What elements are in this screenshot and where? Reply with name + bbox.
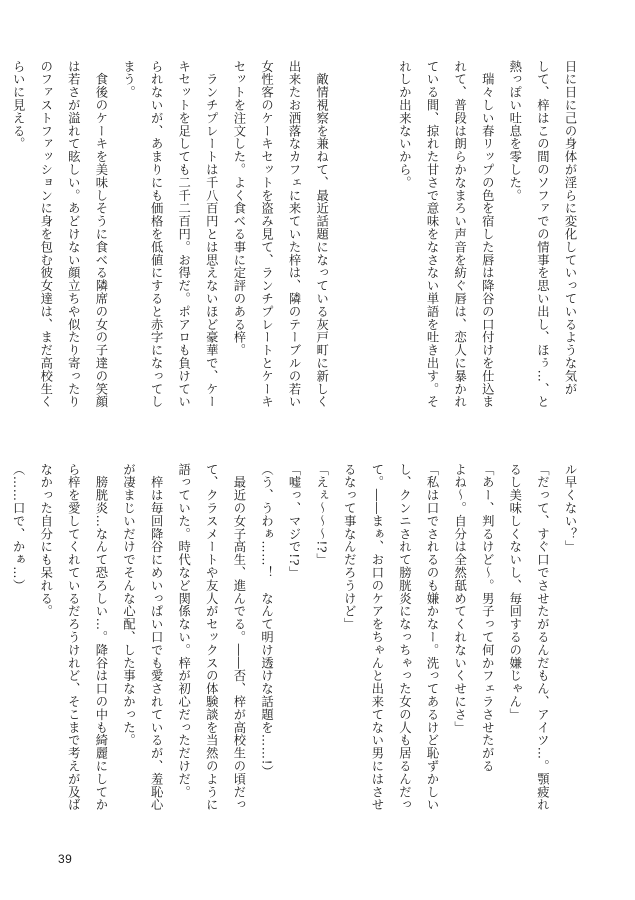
text-line: 「だって、すぐ口でさせたがるんだもん、アイツ…。顎疲れ (535, 463, 550, 812)
text-line: 食後のケーキを美味しそうに食べる隣席の女の子達の笑顔 (93, 60, 108, 409)
lower-text-block (0, 463, 583, 853)
text-line: 「嘘っ、マジで!?」 (287, 463, 302, 579)
text-line: るなって事なんだろうけど」 (342, 463, 357, 631)
text-line: 梓は毎回降谷にめいっぱい口でも愛されているが、羞恥心 (149, 463, 164, 812)
text-line: まう。 (121, 60, 136, 99)
text-line: ル早くない？」 (563, 463, 577, 554)
text-line: は若さが溢れて眩しい。あどけない顔立ちや似たり寄ったり (66, 60, 81, 409)
text-line: して、梓はこの間のソファでの情事を思い出し、ほぅ…、と (535, 60, 550, 409)
text-line: るし美味しくないし、毎回するの嫌じゃん」 (507, 463, 522, 721)
text-line: ランチプレートは千八百円とは思えないほど豪華で、ケー (204, 60, 219, 409)
text-line: セットを注文した。よく食べる事に定評のある梓。 (231, 60, 246, 357)
text-line: ら梓を愛してくれているだろうけれど、そこまで考えが及ば (66, 463, 81, 812)
text-line: 瑞々しい春リップの色を宿した唇は降谷の口付けを仕込ま (480, 60, 495, 409)
text-line: （……口で、かぁ…） (11, 463, 26, 592)
text-line: 出来たお洒落なカフェに来ていた梓は、隣のテーブルの若い (287, 60, 302, 409)
text-line: なかった自分にも呆れる。 (38, 463, 53, 618)
text-line: 女性客のケーキセットを盗み見て、ランチプレートとケーキ (259, 60, 274, 409)
text-line: 「私は口でされるのも嫌かなー。洗ってあるけど恥ずかしい (425, 463, 440, 812)
text-line: （う、うわぁ……！ なんて明け透けな話題を……!） (259, 463, 274, 779)
text-line: て、クラスメートや友人がセックスの体験談を当然のように (204, 463, 219, 812)
text-line: 「あー、判るけど～。男子って何かフェラさせたがる (480, 463, 495, 773)
text-line: れて、普段は朗らかなまろい声音を紡ぐ唇は、恋人に暴かれ (452, 60, 467, 409)
text-line: キセットを足しても二千二百円。お得だ。ポアロも負けてい (176, 60, 191, 409)
text-line: 「えぇ～～～!?」 (314, 463, 329, 567)
text-line (0, 463, 4, 853)
text-line: 日に日に己の身体が淫らに変化していっているような気が (563, 60, 577, 396)
text-line: ている間、掠れた甘さで意味をなさない単語を吐き出す。そ (425, 60, 440, 409)
text-line: 膀胱炎…なんて恐ろしい…。降谷は口の中も綺麗にしてか (93, 463, 108, 812)
text-line: られないが、あまりにも価格を低値にすると赤字になってし (149, 60, 164, 409)
text-line: 語っていた。時代など関係ない。梓が初心だっただけだ。 (176, 463, 191, 799)
text-line: が凄まじいだけでそんな心配、した事なかった。 (121, 463, 136, 747)
text-line: らいに見える。 (11, 60, 26, 151)
text-line: よね～。自分は全然舐めてくれないくせにさ」 (452, 463, 467, 734)
upper-text-block (0, 60, 583, 450)
text-line: 敵情視察を兼ねて、最近話題になっている灰戸町に新しく (314, 60, 329, 409)
text-line: 熱っぽい吐息を零した。 (507, 60, 522, 202)
page-number: 39 (58, 852, 73, 866)
text-line: て。――まぁ、お口のケアをちゃんと出来てない男にはさせ (369, 463, 384, 812)
text-line (0, 60, 4, 450)
text-line: 最近の女子高生、進んでる。――否、梓が高校生の頃だっ (231, 463, 246, 812)
text-line: し、クンニされて膀胱炎になっちゃった女の人も居るんだっ (397, 463, 412, 812)
text-line: れしか出来ないから。 (397, 60, 412, 189)
text-line: のファストファッションに身を包む彼女達は、まだ高校生く (38, 60, 53, 409)
text-line (362, 60, 390, 450)
text-line (335, 60, 363, 450)
